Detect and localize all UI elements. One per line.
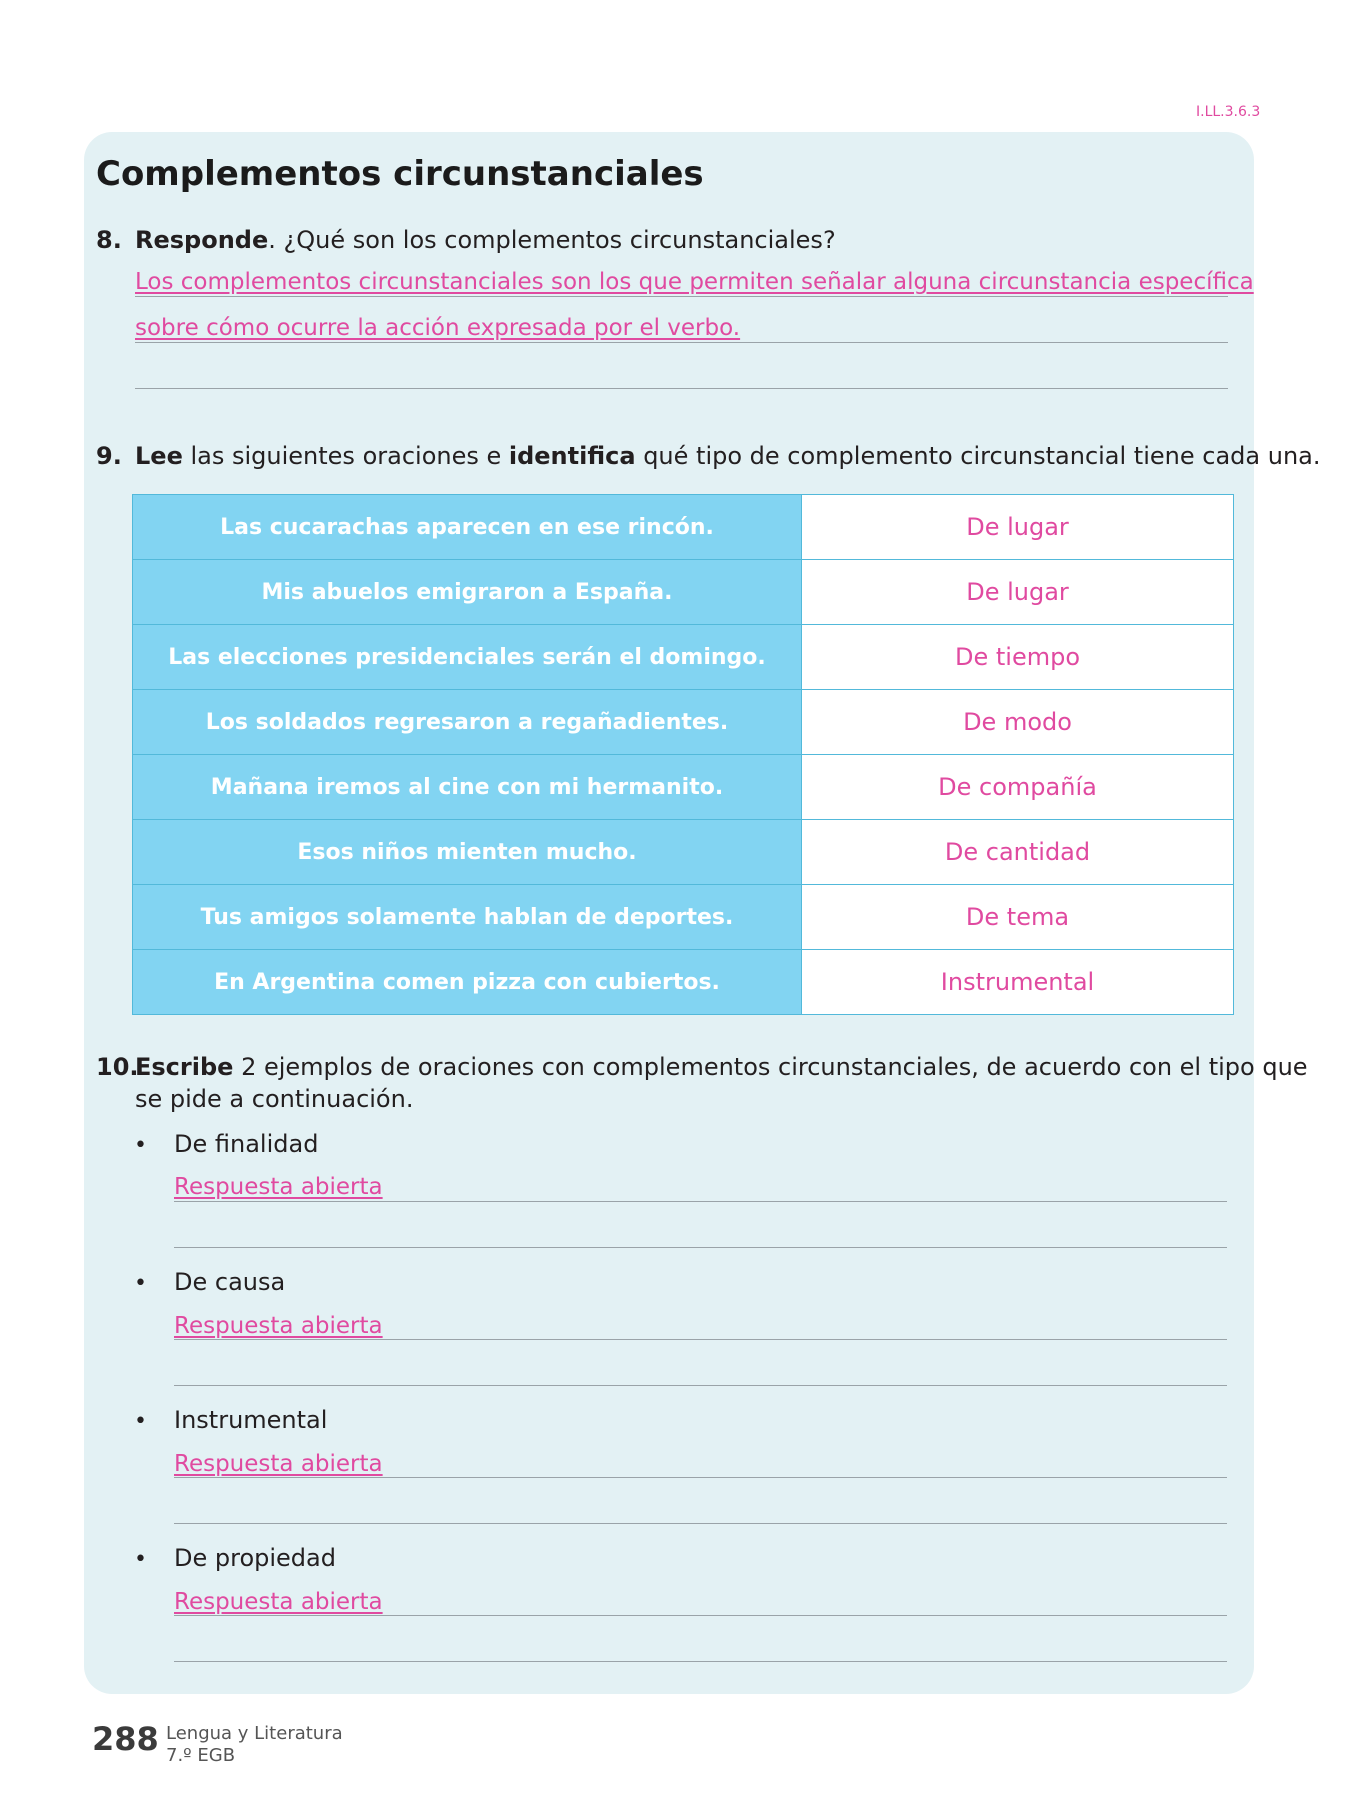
question-8-answer-line-1: Los complementos circunstanciales son los que permiten señalar alguna circunstancia específica bbox=[135, 269, 1254, 295]
sentence-cell: Las elecciones presidenciales serán el domingo. bbox=[133, 625, 802, 690]
question-9-verb-1: Lee bbox=[135, 442, 183, 470]
item-label-propiedad: De propiedad bbox=[174, 1544, 336, 1572]
bullet: • bbox=[134, 1133, 147, 1158]
question-8-verb: Responde bbox=[135, 226, 269, 254]
question-10-text-line-1: 2 ejemplos de oraciones con complementos circunstanciales, de acuerdo con el tipo que bbox=[233, 1053, 1308, 1081]
sentence-cell: Las cucarachas aparecen en ese rincón. bbox=[133, 495, 802, 560]
answer-rule bbox=[135, 296, 1228, 297]
question-10-text-line-2: se pide a continuación. bbox=[135, 1085, 414, 1113]
question-9-text-2: qué tipo de complemento circunstancial tiene cada una. bbox=[635, 442, 1321, 470]
question-10-number: 10. bbox=[96, 1053, 139, 1081]
answer-rule bbox=[174, 1615, 1227, 1616]
bullet: • bbox=[134, 1547, 147, 1572]
table-row bbox=[133, 625, 1234, 690]
answer-cell[interactable]: De tema bbox=[802, 885, 1234, 950]
answer-rule bbox=[174, 1661, 1227, 1662]
table-row bbox=[133, 885, 1234, 950]
answer-rule bbox=[174, 1477, 1227, 1478]
item-answer-propiedad[interactable]: Respuesta abierta bbox=[174, 1589, 383, 1615]
bullet: • bbox=[134, 1271, 147, 1296]
bullet: • bbox=[134, 1409, 147, 1434]
answer-cell[interactable]: De modo bbox=[802, 690, 1234, 755]
table-row bbox=[133, 690, 1234, 755]
answer-rule bbox=[174, 1201, 1227, 1202]
item-answer-finalidad[interactable]: Respuesta abierta bbox=[174, 1174, 383, 1200]
footer-grade: 7.º EGB bbox=[166, 1745, 236, 1766]
item-label-finalidad: De finalidad bbox=[174, 1130, 319, 1158]
question-9-prompt bbox=[135, 442, 1321, 470]
question-8-answer-line-2: sobre cómo ocurre la acción expresada por el verbo. bbox=[135, 315, 741, 341]
sentence-cell: Esos niños mienten mucho. bbox=[133, 820, 802, 885]
complement-table bbox=[132, 494, 1234, 1015]
section-title: Complementos circunstanciales bbox=[96, 154, 704, 194]
answer-rule bbox=[174, 1523, 1227, 1524]
question-8-prompt bbox=[135, 226, 836, 254]
item-label-causa: De causa bbox=[174, 1268, 286, 1296]
answer-rule bbox=[174, 1385, 1227, 1386]
answer-rule bbox=[174, 1247, 1227, 1248]
table-row bbox=[133, 820, 1234, 885]
sentence-cell: Los soldados regresaron a regañadientes. bbox=[133, 690, 802, 755]
answer-rule bbox=[135, 388, 1228, 389]
item-answer-causa[interactable]: Respuesta abierta bbox=[174, 1313, 383, 1339]
indicator-code: I.LL.3.6.3 bbox=[1196, 104, 1261, 120]
answer-rule bbox=[174, 1339, 1227, 1340]
item-label-instrumental: Instrumental bbox=[174, 1406, 328, 1434]
sentence-cell: Mis abuelos emigraron a España. bbox=[133, 560, 802, 625]
question-10-prompt bbox=[135, 1053, 1308, 1081]
table-row bbox=[133, 950, 1234, 1015]
question-9-verb-2: identifica bbox=[508, 442, 636, 470]
item-answer-instrumental[interactable]: Respuesta abierta bbox=[174, 1451, 383, 1477]
answer-cell[interactable]: De lugar bbox=[802, 560, 1234, 625]
question-9-text-1: las siguientes oraciones e bbox=[182, 442, 509, 470]
question-8-number: 8. bbox=[96, 226, 122, 254]
table-row bbox=[133, 560, 1234, 625]
table-row bbox=[133, 495, 1234, 560]
answer-cell[interactable]: De compañía bbox=[802, 755, 1234, 820]
question-10-verb: Escribe bbox=[135, 1053, 234, 1081]
question-8-text: . ¿Qué son los complementos circunstanciales? bbox=[268, 226, 836, 254]
footer-subject: Lengua y Literatura bbox=[166, 1723, 343, 1744]
answer-cell[interactable]: De lugar bbox=[802, 495, 1234, 560]
answer-cell[interactable]: De cantidad bbox=[802, 820, 1234, 885]
sentence-cell: Tus amigos solamente hablan de deportes. bbox=[133, 885, 802, 950]
answer-cell[interactable]: De tiempo bbox=[802, 625, 1234, 690]
sentence-cell: En Argentina comen pizza con cubiertos. bbox=[133, 950, 802, 1015]
page-number: 288 bbox=[92, 1720, 159, 1758]
question-9-number: 9. bbox=[96, 442, 122, 470]
table-row bbox=[133, 755, 1234, 820]
answer-rule bbox=[135, 342, 1228, 343]
sentence-cell: Mañana iremos al cine con mi hermanito. bbox=[133, 755, 802, 820]
answer-cell[interactable]: Instrumental bbox=[802, 950, 1234, 1015]
